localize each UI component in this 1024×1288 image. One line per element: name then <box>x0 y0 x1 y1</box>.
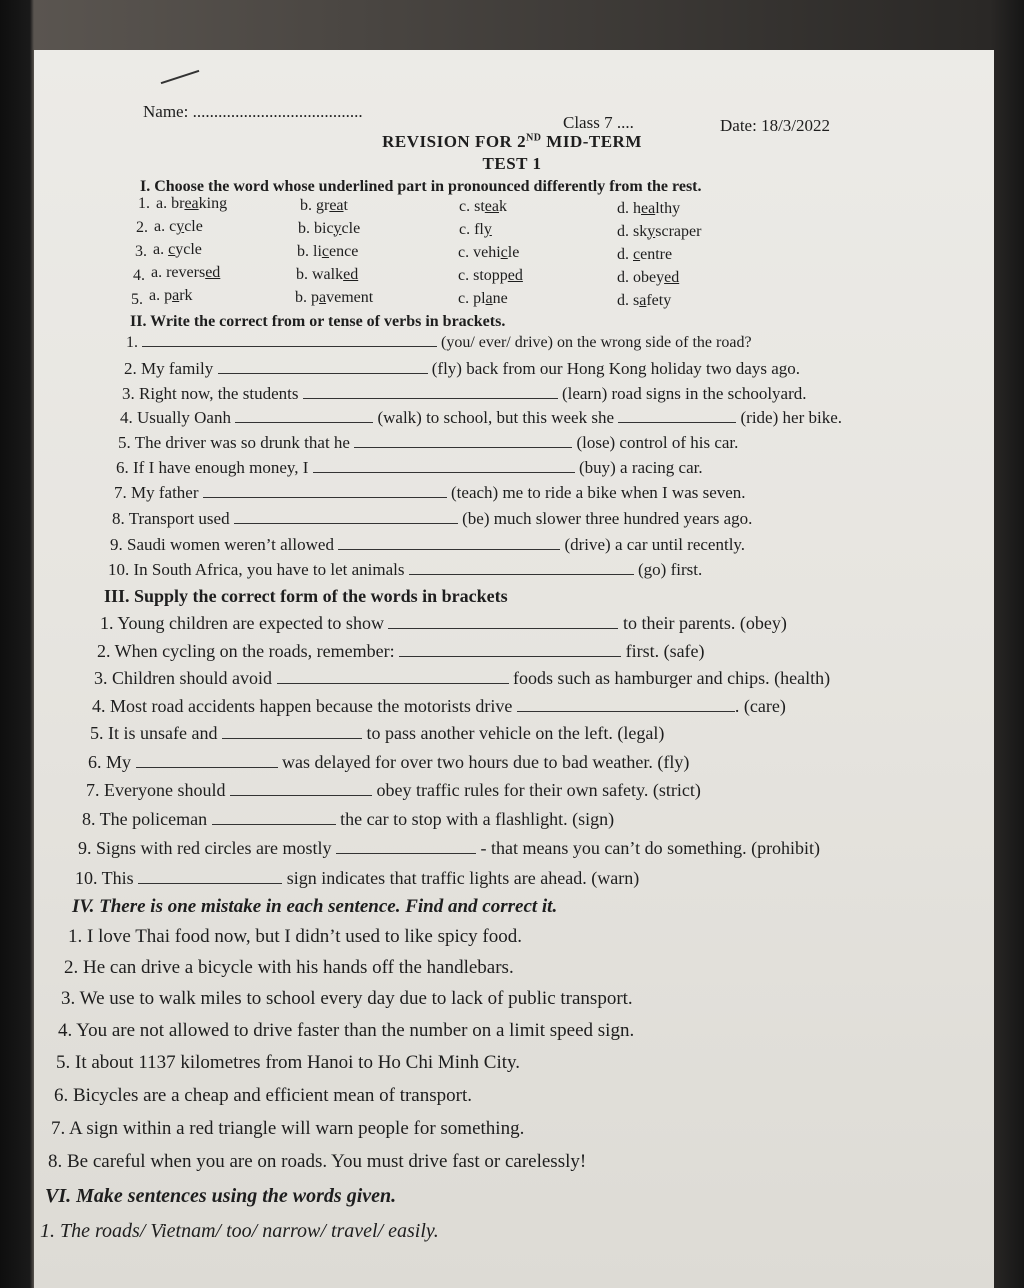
s3-item-4: 4. Most road accidents happen because the motorists drive . (care) <box>92 693 786 717</box>
s2-item-8: 8. Transport used (be) much slower three hundred years ago. <box>112 506 752 529</box>
s1-option: d. healthy <box>617 199 681 217</box>
s1-option: d. safety <box>617 291 672 309</box>
s1-option: b. bicycle <box>298 219 361 237</box>
s2-item-6: 6. If I have enough money, I (buy) a racing car. <box>116 455 703 478</box>
s4-item-3: 3. We use to walk miles to school every day due to lack of public transport. <box>61 988 633 1009</box>
s6-item-1: 1. The roads/ Vietnam/ too/ narrow/ travel/ easily. <box>40 1220 439 1242</box>
s1-option: d. obeyed <box>617 268 680 286</box>
s2-item-5: 5. The driver was so drunk that he (lose) control of his car. <box>118 430 738 453</box>
section-3-heading: III. Supply the correct form of the words in brackets <box>104 586 508 606</box>
s1-option: a. breaking <box>156 195 228 212</box>
s1-option: c. vehicle <box>458 244 520 261</box>
s4-item-2: 2. He can drive a bicycle with his hands off the handlebars. <box>64 957 514 978</box>
s2-item-1: 1. (you/ ever/ drive) on the wrong side of the road? <box>126 330 752 352</box>
s2-item-3: 3. Right now, the students (learn) road signs in the schoolyard. <box>122 381 807 404</box>
section-1-heading: I. Choose the word whose underlined part in pronounced differently from the rest. <box>140 178 702 195</box>
s1-option: a. reversed <box>151 264 221 281</box>
s4-item-5: 5. It about 1137 kilometres from Hanoi to Ho Chi Minh City. <box>56 1052 521 1073</box>
s1-option: c. plane <box>458 290 508 307</box>
s2-item-9: 9. Saudi women weren’t allowed (drive) a car until recently. <box>110 532 745 555</box>
s2-item-10: 10. In South Africa, you have to let animals (go) first. <box>108 557 702 580</box>
s2-item-7: 7. My father (teach) me to ride a bike when I was seven. <box>114 480 746 503</box>
page-title: REVISION FOR 2ND MID-TERM <box>382 132 642 151</box>
s3-item-7: 7. Everyone should obey traffic rules for their own safety. (strict) <box>86 777 701 801</box>
s4-item-8: 8. Be careful when you are on roads. You must drive fast or carelessly! <box>48 1151 587 1172</box>
s1-row-number: 4. <box>133 267 145 284</box>
s1-row-number: 1. <box>138 195 150 212</box>
s3-item-9: 9. Signs with red circles are mostly - that means you can’t do something. (prohibit) <box>78 835 820 859</box>
section-4-heading: IV. There is one mistake in each sentence. Find and correct it. <box>72 896 558 917</box>
s4-item-4: 4. You are not allowed to drive faster than the number on a limit speed sign. <box>58 1020 635 1041</box>
class-field: Class 7 .... <box>563 113 634 132</box>
s1-option: c. stopped <box>458 267 523 284</box>
s1-option: b. licence <box>297 242 359 260</box>
s1-option: b. pavement <box>295 288 374 306</box>
date-field: Date: 18/3/2022 <box>720 116 831 135</box>
s3-item-3: 3. Children should avoid foods such as hamburger and chips. (health) <box>94 665 830 689</box>
s4-item-7: 7. A sign within a red triangle will warn people for something. <box>51 1118 525 1139</box>
s1-row-number: 3. <box>135 243 147 260</box>
s3-item-8: 8. The policeman the car to stop with a flashlight. (sign) <box>82 806 614 830</box>
s2-item-4: 4. Usually Oanh (walk) to school, but this week she (ride) her bike. <box>120 405 842 428</box>
section-2-heading: II. Write the correct from or tense of verbs in brackets. <box>130 313 506 330</box>
s4-item-6: 6. Bicycles are a cheap and efficient mean of transport. <box>54 1085 472 1106</box>
s3-item-1: 1. Young children are expected to show to their parents. (obey) <box>100 610 787 634</box>
s1-option: c. steak <box>459 198 507 215</box>
s4-item-1: 1. I love Thai food now, but I didn’t used to like spicy food. <box>68 926 523 947</box>
s1-option: b. walked <box>296 265 359 283</box>
s1-option: a. cycle <box>154 218 203 235</box>
s3-item-10: 10. This sign indicates that traffic lights are ahead. (warn) <box>75 865 639 889</box>
s3-item-5: 5. It is unsafe and to pass another vehicle on the left. (legal) <box>90 720 664 744</box>
s1-option: c. fly <box>459 221 492 238</box>
name-field: Name: ........................................ <box>143 102 363 121</box>
s1-option: b. great <box>300 196 348 214</box>
test-title: TEST 1 <box>482 154 542 173</box>
s1-option: d. skyscraper <box>617 222 702 240</box>
s1-option: a. cycle <box>153 241 202 258</box>
s1-row-number: 5. <box>131 291 143 308</box>
s2-item-2: 2. My family (fly) back from our Hong Kong holiday two days ago. <box>124 356 800 379</box>
s1-option: a. park <box>149 287 193 304</box>
section-6-heading: VI. Make sentences using the words given. <box>45 1185 397 1207</box>
s1-row-number: 2. <box>136 219 148 236</box>
s3-item-2: 2. When cycling on the roads, remember: first. (safe) <box>97 638 705 662</box>
s1-option: d. centre <box>617 245 673 263</box>
s3-item-6: 6. My was delayed for over two hours due to bad weather. (fly) <box>88 749 689 773</box>
